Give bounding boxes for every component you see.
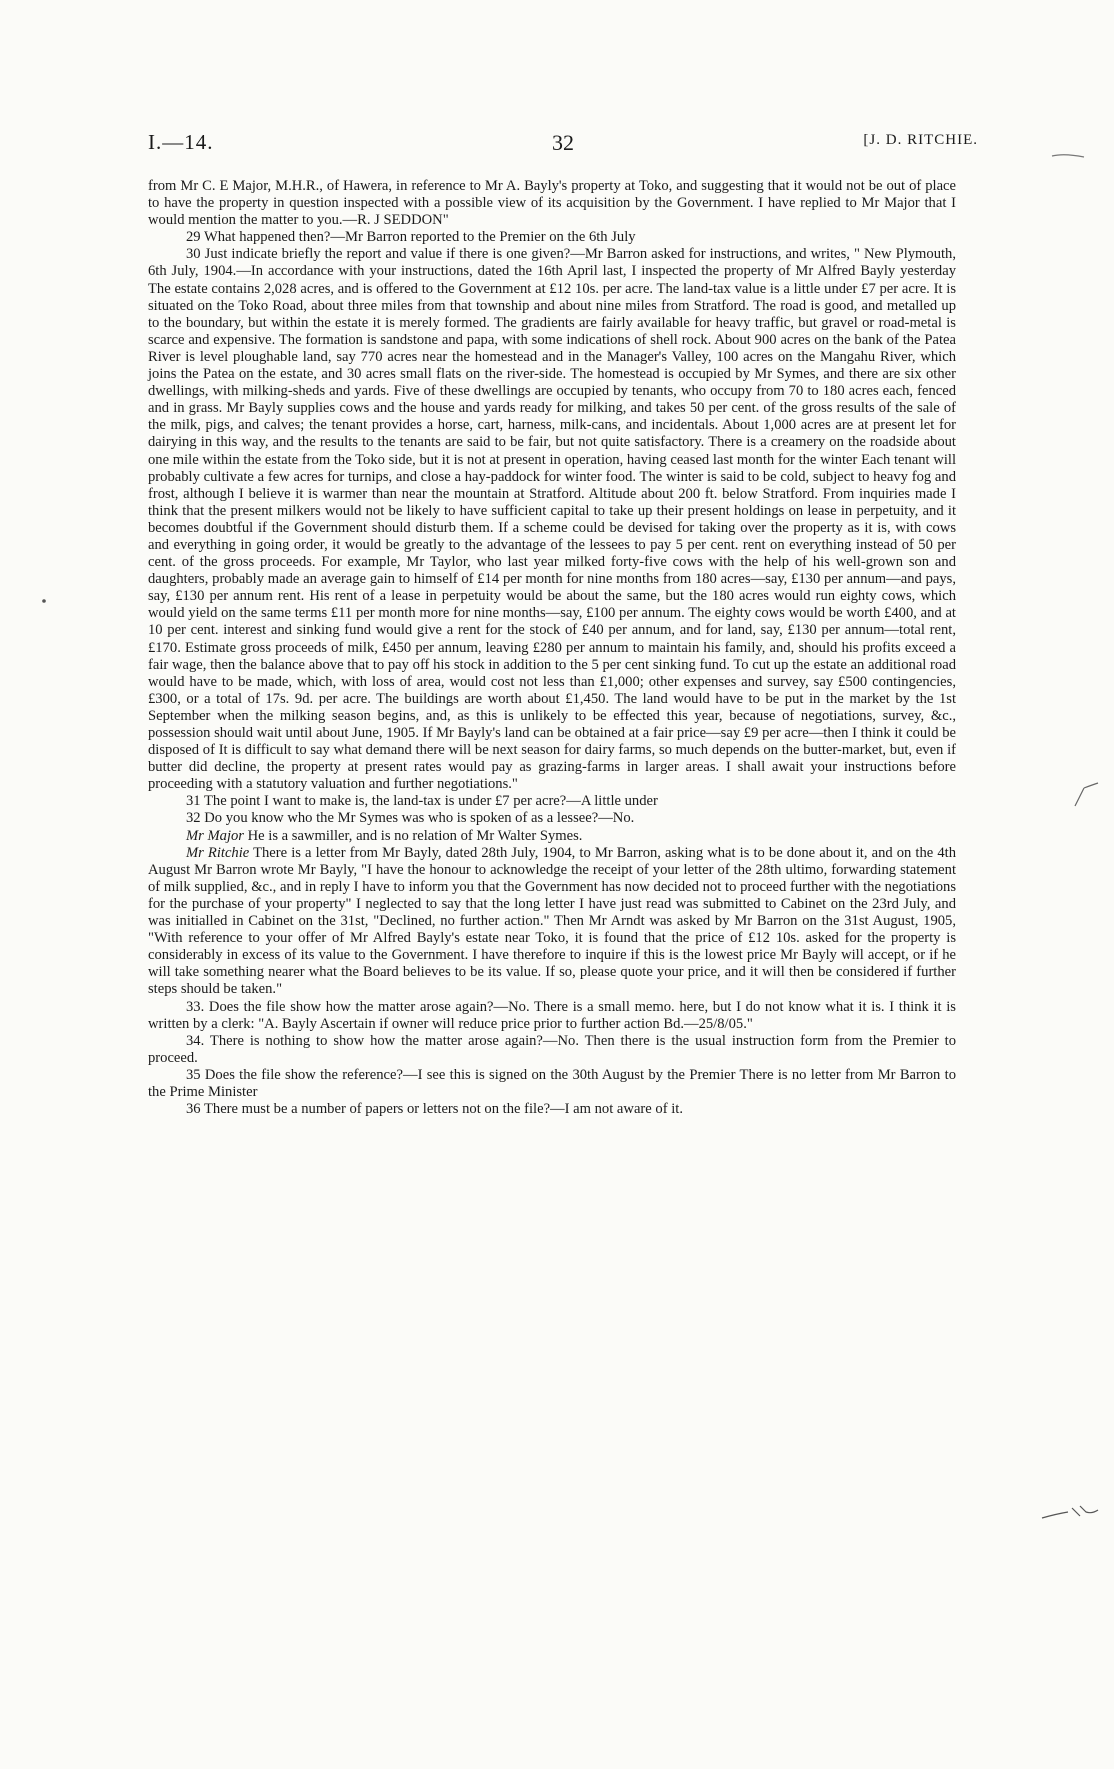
question-31: 31 The point I want to make is, the land-tax is under £7 per acre?—A little under (186, 793, 658, 810)
page-number: 32 (552, 130, 574, 155)
running-head-witness: [J. D. RITCHIE. (863, 132, 978, 148)
margin-scan-mark (1040, 1500, 1100, 1524)
speaker-name: Mr Major (186, 827, 244, 844)
speaker-name: Mr Ritchie (186, 844, 250, 861)
page-header (148, 130, 978, 160)
statement-mr-major (148, 828, 956, 845)
statement-text: He is a sawmiller, and is no relation of Mr Walter Symes. (243, 827, 583, 844)
margin-scan-mark (1050, 150, 1086, 162)
question-34: 34. There is nothing to show how the matter arose again?—No. Then there is the usual instruction form from the Premier to proceed. (148, 1032, 956, 1066)
paragraph-continuation: from Mr C. E Major, M.H.R., of Hawera, in reference to Mr A. Bayly's property at Toko, and suggesting that it would not be out of place to have the property in question inspected with a possible view of its acquisition by the Government. I have replied to Mr Major that I would mention the matter to you.—R. J SEDDON" (148, 178, 956, 229)
question-33: 33. Does the file show how the matter arose again?—No. There is a small memo. here, but I do not know what it is. I think it is written by a clerk: "A. Bayly Ascertain if owner will reduce price prior to further action Bd.—25/8/05." (148, 998, 956, 1032)
question-29: 29 What happened then?—Mr Barron reported to the Premier on the 6th July (186, 229, 636, 246)
margin-scan-dot (40, 598, 50, 604)
paper-reference: I.—14. (148, 130, 214, 154)
page-body (148, 178, 956, 1118)
question-36: 36 There must be a number of papers or letters not on the file?—I am not aware of it. (186, 1101, 683, 1118)
question-35: 35 Does the file show the reference?—I see this is signed on the 30th August by the Premier There is no letter from Mr Barron to the Prime Minister (148, 1066, 956, 1100)
question-30: 30 Just indicate briefly the report and value if there is one given?—Mr Barron asked for instructions, and writes, " New Plymouth, 6th July, 1904.—In accordance with your instructions, dated the 16th April last, I inspected the property of Mr Alfred Bayly yesterday The estate contains 2,028 acres, and is offered to the Government at £12 10s. per acre. The land-tax value is a little under £7 per acre. It is situated on the Toko Road, about three miles from that township and about nine miles from Stratford. The road is good, and metalled up to the boundary, but within the estate it is merely formed. The gradients are fairly available for heavy traffic, but gravel or road-metal is scarce and expensive. The formation is sandstone and papa, with some indications of shell rock. About 900 acres on the bank of the Patea River is level ploughable land, say 770 acres near the homestead and in the Manager's Valley, 100 acres on the Mangahu River, which joins the Patea on the estate, and 30 acres small flats on the river-side. The homestead is occupied by Mr Symes, and there are six other dwellings, with milking-sheds and yards. Five of these dwellings are occupied by tenants, who occupy from 70 to 180 acres each, fenced and in grass. Mr Bayly supplies cows and the house and yards ready for milking, and takes 50 per cent. of the gross results of the sale of the milk, pigs, and calves; the tenant provides a horse, cart, harness, milk-cans, and incidentals. About 1,000 acres are at present let for dairying in this way, and the results to the tenants are said to be fair, but not quite satisfactory. There is a creamery on the roadside about one mile within the estate from the Toko side, but it is not at present in operation, having ceased last month for the winter Each tenant will probably cultivate a few acres for turnips, and close a hay-paddock for winter food. The winter is said to be cold, subject to heavy fog and frost, although I believe it is warmer than near the mountain at Stratford. Altitude about 200 ft. below Stratford. From inquiries made I think that the present milkers would not be likely to have sufficient capital to take up their present holdings on lease in perpetuity, and it becomes doubtful if the Government should disturb them. If a scheme could be devised for taking over the property as it is, with cows and everything in going order, it would be greatly to the advantage of the lessees to pay 5 per cent. rent on everything instead of 50 per cent. of the gross proceeds. For example, Mr Taylor, who last year milked forty-five cows with the help of his well-grown son and daughters, probably made an average gain to himself of £14 per month for nine months from 180 acres—say, £130 per annum—and pays, say, £130 per annum rent. His rent of a lease in perpetuity would be about the same, but the 180 acres would run eighty cows, which would yield on the same terms £11 per month more for nine months—say, £100 per annum. The eighty cows would be worth £400, and at 10 per cent. interest and sinking fund would give a rent for the stock of £40 per annum, and for land, say, £130 per annum—total rent, £170. Estimate gross proceeds of milk, £450 per annum, leaving £280 per annum to maintain his family, and, should his profits exceed a fair wage, then the balance above that to pay off his stock in addition to the 5 per cent sinking fund. To cut up the estate an additional road would have to be made, which, with loss of area, would cost not less than £1,000; other expenses and survey, say £500 contingencies, £300, or a total of 17s. 9d. per acre. The buildings are worth about £1,450. The land would have to be put in the market by the 1st September when the milking season begins, and, as this is unlikely to be effected this year, because of negotiations, survey, &c., possession should wait until about June, 1905. If Mr Bayly's land can be obtained at a fair price—say £9 per acre—then I think it could be disposed of It is difficult to say what demand there will be next season for dairy farms, so much depends on the butter-market, but, even if butter did decline, the property at present rates would pay as grazing-farms in larger areas. I shall await your instructions before proceeding with a statutory valuation and further negotiations." (148, 246, 956, 793)
statement-text: There is a letter from Mr Bayly, dated 28th July, 1904, to Mr Barron, asking what is to be done about it, and on the 4th August Mr Barron wrote Mr Bayly, "I have the honour to acknowledge the receipt of your letter of the 28th ultimo, forwarding statement of milk supplied, &c., and in reply I have to inform you that the Government has now decided not to proceed further with the negotiations for the purchase of your property" I neglected to say that the long letter I have just read was submitted to Cabinet on the 23rd July, and was initialled in Cabinet on the 31st, "Declined, no further action." Then Mr Arndt was asked by Mr Barron on the 31st August, 1905, "With reference to your offer of Mr Alfred Bayly's estate near Toko, it is found that the price of £12 10s. asked for the property is considerably in excess of its value to the Government. I have therefore to inquire if this is the lowest price Mr Bayly will accept, or if he will take something nearer what the Board believes to be its value. If so, please quote your price, and it will then be considered if further steps should be taken." (148, 844, 956, 998)
question-32: 32 Do you know who the Mr Symes was who is spoken of as a lessee?—No. (186, 810, 635, 827)
margin-scan-mark (1072, 780, 1100, 810)
statement-mr-ritchie (148, 845, 956, 999)
